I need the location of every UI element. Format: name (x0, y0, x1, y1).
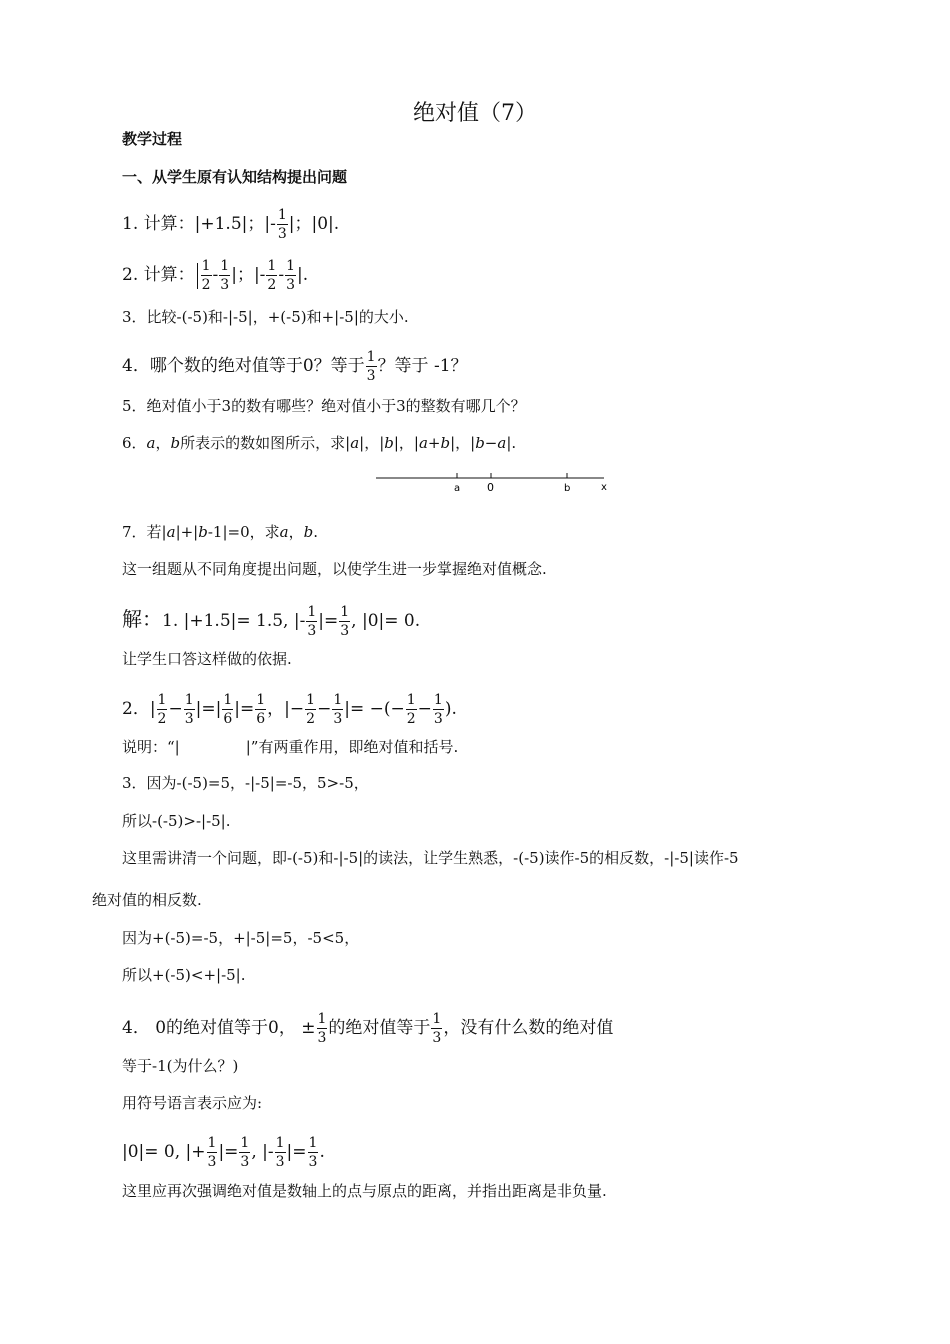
fraction: $\frac{1}{3}$ (240, 1135, 250, 1170)
solution-3-line-4: 绝对值的相反数. (92, 891, 202, 909)
question-1: 1. 计算：|+1.5|；|- $\frac{1}{3}$ |；|0|. (122, 207, 340, 242)
fraction: $\frac{1}{3}$ (432, 1011, 442, 1046)
solution-3-line-2: 所以-(-5)>-|-5|. (122, 812, 231, 830)
fraction: $\frac{1}{3}$ (220, 258, 230, 293)
solution-1: 解：1. |+1.5|= 1.5, |- $\frac{1}{3}$ |= $\frac{1}{3}$ , |0|= 0. (122, 604, 421, 639)
fraction: $\frac{1}{3}$ (275, 1135, 285, 1170)
page-title: 绝对值（7） (413, 101, 537, 126)
question-5: 5．绝对值小于3的数有哪些？绝对值小于3的整数有哪几个？ (122, 397, 526, 415)
section-label: 教学过程 (122, 130, 183, 148)
solution-3-line-5: 因为+(-5)=-5，+|-5|=5，-5<5， (122, 929, 360, 947)
fraction: $\frac{1}{3}$ (207, 1135, 217, 1170)
label-a: a (454, 483, 461, 494)
solution-3-line-3: 这里需讲清一个问题，即-(-5)和-|-5|的读法，让学生熟悉，-(-5)读作-5的相反数，-|-5|读作-5 (122, 849, 739, 867)
fraction: $\frac{1}{2}$ (406, 692, 416, 727)
fraction: $\frac{1}{3}$ (184, 692, 194, 727)
number-line (370, 466, 620, 498)
fraction: $\frac{1}{3}$ (286, 258, 296, 293)
part1-heading: 一、从学生原有认知结构提出问题 (122, 168, 348, 186)
question-6: 6．a，b所表示的数如图所示，求|a|，|b|，|a+b|，|b−a|. (122, 434, 517, 452)
fraction: $\frac{1}{3}$ (366, 349, 376, 384)
fraction: $\frac{1}{6}$ (256, 692, 266, 727)
note-text: 说明：“| |”有两重作用，即绝对值和括号. (122, 738, 459, 756)
solution-3-line-6: 所以+(-5)<+|-5|. (122, 966, 246, 984)
label-b: b (564, 483, 571, 494)
label-x: x (601, 482, 607, 493)
solution-3-line-1: 3．因为-(-5)=5，-|-5|=-5，5>-5， (122, 774, 369, 792)
fraction: $\frac{1}{2}$ (201, 258, 211, 293)
question-2: 2. 计算： $\frac{1}{2}$ - $\frac{1}{3}$ |；|- $\frac{1}{2}$ - $\frac{1}{3}$ |. (122, 258, 309, 293)
final-note: 这里应再次强调绝对值是数轴上的点与原点的距离，并指出距离是非负量. (122, 1182, 607, 1200)
label-0: 0 (487, 481, 494, 494)
solution-4: 4． 0的绝对值等于0， ± $\frac{1}{3}$ 的绝对值等于 $\frac{1}{3}$ ，没有什么数的绝对值 (122, 1011, 614, 1046)
fraction: $\frac{1}{3}$ (307, 604, 317, 639)
symbolic-language-label: 用符号语言表示应为: (122, 1094, 263, 1112)
summary-text: 这一组题从不同角度提出问题，以使学生进一步掌握绝对值概念. (122, 560, 547, 578)
solution-2: 2．| $\frac{1}{2}$ − $\frac{1}{3}$ |=| $\frac{1}{6}$ |= $\frac{1}{6}$ ，|− $\frac{1}{2}$ − $\frac{1}{3}$ |= −(− $\frac{1}{2}$ − $\frac{1}{3}$ ). (122, 692, 457, 727)
fraction: $\frac{1}{3}$ (277, 207, 287, 242)
fraction: $\frac{1}{2}$ (157, 692, 167, 727)
fraction: $\frac{1}{3}$ (340, 604, 350, 639)
solution-4-line-2: 等于-1(为什么？) (122, 1057, 239, 1075)
question-3: 3．比较-(-5)和-|-5|，+(-5)和+|-5|的大小. (122, 308, 409, 326)
question-4: 4．哪个数的绝对值等于0？等于 $\frac{1}{3}$ ？等于 -1？ (122, 349, 468, 384)
solution-4-symbolic: |0|= 0, |+ $\frac{1}{3}$ |= $\frac{1}{3}$ , |- $\frac{1}{3}$ |= $\frac{1}{3}$ . (122, 1135, 325, 1170)
oral-answer-note: 让学生口答这样做的依据. (122, 650, 292, 668)
fraction: $\frac{1}{3}$ (308, 1135, 318, 1170)
fraction: $\frac{1}{2}$ (267, 258, 277, 293)
question-7: 7．若|a|+|b-1|=0，求a，b. (122, 523, 318, 541)
fraction: $\frac{1}{6}$ (223, 692, 233, 727)
fraction: $\frac{1}{3}$ (333, 692, 343, 727)
fraction: $\frac{1}{3}$ (433, 692, 443, 727)
fraction: $\frac{1}{3}$ (317, 1011, 327, 1046)
fraction: $\frac{1}{2}$ (306, 692, 316, 727)
